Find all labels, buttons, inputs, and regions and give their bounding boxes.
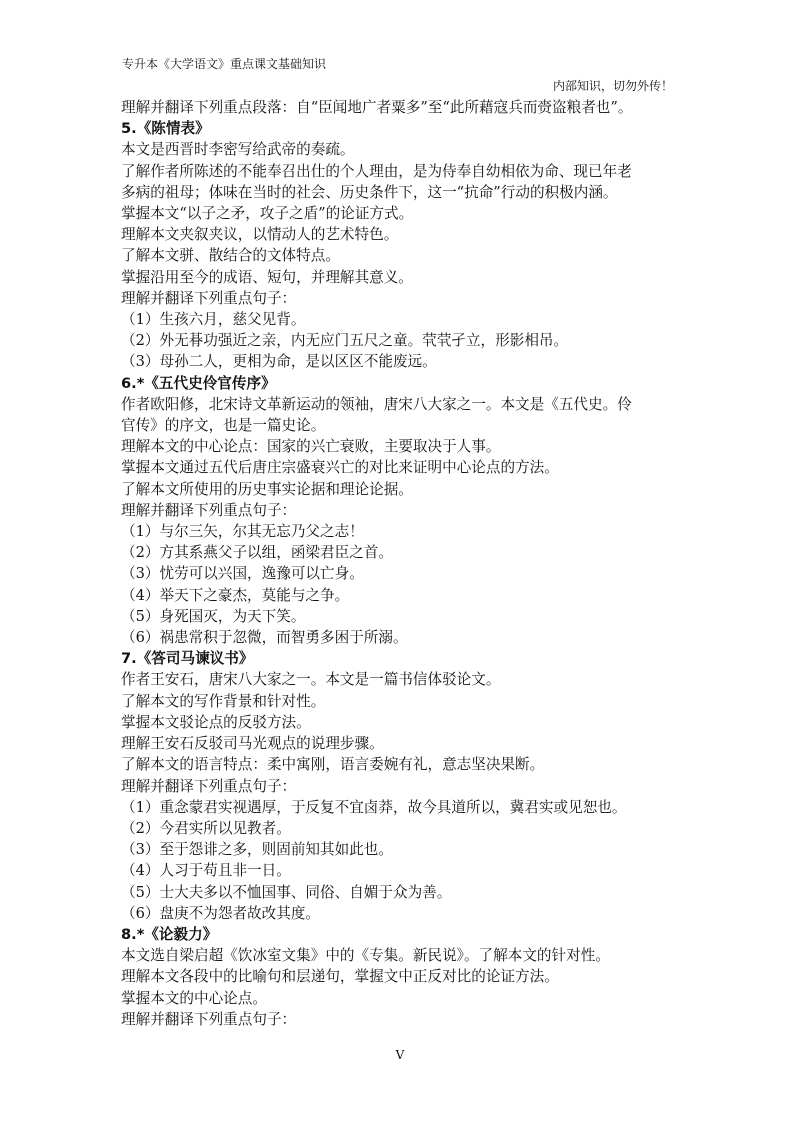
text-line: 掌握本文通过五代后唐庄宗盛衰兴亡的对比来证明中心论点的方法。	[121, 459, 559, 477]
text-line: 了解本文骈、散结合的文体特点。	[121, 247, 340, 265]
text-line: （2）外无朞功强近之亲，内无应门五尺之童。茕茕孑立，形影相吊。	[121, 332, 569, 350]
text-line: （1）生孩六月，慈父见背。	[121, 311, 306, 329]
text-line: （3）母孙二人，更相为命，是以区区不能废远。	[121, 353, 437, 371]
text-line: 了解本文所使用的历史事实论据和理论论据。	[121, 480, 413, 498]
text-line: （1）重念蒙君实视遇厚，于反复不宜卤莽，故今具道所以，冀君实或见恕也。	[121, 798, 627, 816]
text-line: （4）人习于苟且非一日。	[121, 862, 291, 880]
text-line: 理解本文的中心论点：国家的兴亡衰败，主要取决于人事。	[121, 438, 501, 456]
section-heading: 6.*《五代史伶官传序》	[121, 374, 276, 392]
text-line: 本文选自梁启超《饮冰室文集》中的《专集。新民说》。了解本文的针对性。	[121, 947, 610, 965]
text-line: （5）身死国灭，为天下笑。	[121, 607, 306, 625]
text-line: 掌握沿用至今的成语、短句，并理解其意义。	[121, 268, 413, 286]
text-line: 官传》的序文，也是一篇史论。	[121, 417, 326, 435]
document-body	[121, 97, 691, 1030]
text-line: 理解并翻译下列重点句子：	[121, 501, 297, 519]
text-line: 理解并翻译下列重点段落：自“臣闻地广者粟多”至“此所藉寇兵而赍盗粮者也”。	[121, 99, 633, 116]
text-line: 了解作者所陈述的不能奉召出仕的个人理由，是为侍奉自幼相依为命、现已年老	[121, 162, 632, 180]
text-line: （2）今君实所以见教者。	[121, 819, 291, 837]
text-line: （6）祸患常积于忽微，而智勇多困于所溺。	[121, 629, 408, 647]
text-line: 了解本文的写作背景和针对性。	[121, 692, 326, 710]
text-line: 掌握本文驳论点的反驳方法。	[121, 713, 311, 731]
text-line: 作者欧阳修，北宋诗文革新运动的领袖，唐宋八大家之一。本文是《五代史。伶	[121, 395, 632, 413]
text-line: （5）士大夫多以不恤国事、同俗、自媚于众为善。	[121, 883, 452, 901]
text-line: 理解本文各段中的比喻句和层递句，掌握文中正反对比的论证方法。	[121, 968, 559, 986]
text-line: 理解并翻译下列重点句子：	[121, 1010, 297, 1028]
text-line: 掌握本文的中心论点。	[121, 989, 267, 1007]
text-line: （4）举天下之豪杰，莫能与之争。	[121, 586, 350, 604]
text-line: 本文是西晋时李密写给武帝的奏疏。	[121, 141, 355, 159]
text-line: 多病的祖母；体味在当时的社会、历史条件下，这一“抗命”行动的积极内涵。	[121, 183, 618, 201]
section-heading: 8.*《论毅力》	[121, 925, 218, 943]
text-line: 作者王安石，唐宋八大家之一。本文是一篇书信体驳论文。	[121, 671, 501, 689]
text-line: （3）忧劳可以兴国，逸豫可以亡身。	[121, 565, 364, 583]
text-line: 理解并翻译下列重点句子：	[121, 777, 297, 795]
text-line: 掌握本文“以子之矛，攻子之盾”的论证方式。	[121, 205, 414, 223]
header-title: 专升本《大学语文》重点课文基础知识	[122, 57, 327, 71]
text-line: 了解本文的语言特点：柔中寓刚，语言委婉有礼，意志坚决果断。	[121, 756, 545, 774]
text-line: 理解并翻译下列重点句子：	[121, 289, 297, 307]
header-notice: 内部知识，切勿外传！	[552, 79, 673, 93]
page-number: V	[395, 1048, 405, 1062]
text-line: （2）方其系燕父子以组，函梁君臣之首。	[121, 544, 393, 562]
text-line: 理解本文夹叙夹议，以情动人的艺术特色。	[121, 226, 399, 244]
section-heading: 7.《答司马谏议书》	[121, 650, 254, 668]
text-line: （3）至于怨诽之多，则固前知其如此也。	[121, 841, 393, 859]
text-line: （1）与尔三矢，尔其无忘乃父之志！	[121, 523, 364, 541]
section-heading: 5.《陈情表》	[121, 120, 210, 138]
text-line: （6）盘庚不为怨者故改其度。	[121, 904, 321, 922]
text-line: 理解王安石反驳司马光观点的说理步骤。	[121, 735, 384, 753]
